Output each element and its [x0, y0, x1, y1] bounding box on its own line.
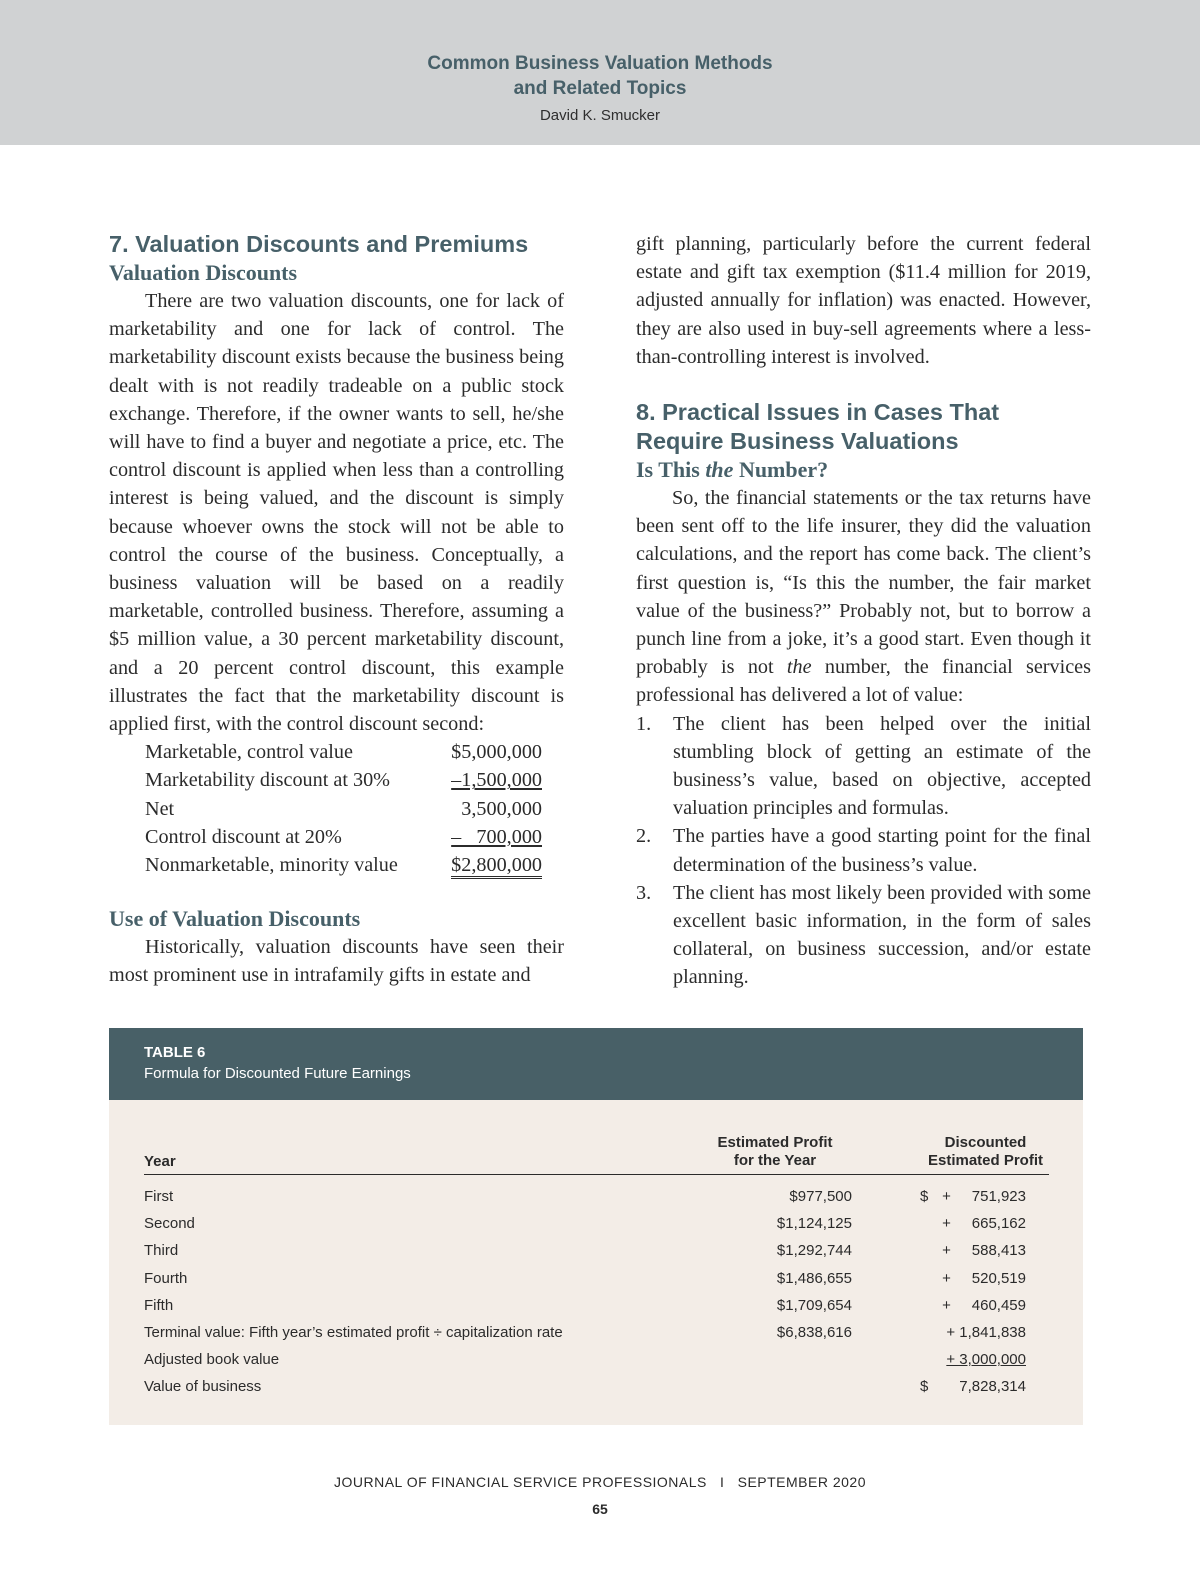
- calc-row: [145, 823, 542, 851]
- page-number: 65: [592, 1501, 608, 1517]
- calc-label: Control discount at 20%: [145, 825, 342, 848]
- value-list: [636, 710, 1091, 992]
- table6-number: TABLE 6: [144, 1044, 206, 1061]
- table6-header: [109, 1028, 1083, 1100]
- calc-row: [145, 738, 542, 766]
- valuation-discounts-paragraph: There are two valuation discounts, one for lack of marketability and one for lack of control. The marketability discount exists because the business being dealt with is not readily tradeable on a public stock exchange. Therefore, if the owner wants to sell, he/she will have to find a buyer and negotiate a price, etc. The control discount is applied when less than a controlling interest is being valued, and the discount is simply because whoever owns the stock will not be able to control the course of the business. Conceptually, a business valuation will be based on a readily marketable, controlled business. Therefore, assuming a $5 million value, a 30 percent marketability discount, and a 20 percent control discount, this example illustrates the fact that the marketability discount is applied first, with the control discount second:: [109, 290, 564, 736]
- right-column: [636, 230, 1091, 992]
- page-header: [0, 0, 1200, 145]
- calc-amount: $2,800,000: [451, 854, 542, 879]
- table-row: Fifth $1,709,654 + 460,459: [144, 1296, 1026, 1314]
- section8-heading-line1: 8. Practical Issues in Cases That: [636, 399, 1000, 426]
- calc-label: Net: [145, 797, 175, 820]
- left-column: [109, 230, 564, 990]
- header-title-line1: Common Business Valuation Methods: [427, 53, 773, 74]
- calc-label: Marketable, control value: [145, 741, 353, 764]
- table-row: Fourth $1,486,655 + 520,519: [144, 1269, 1026, 1287]
- table-body: [144, 1175, 1049, 1401]
- is-this-the-number-subheading: Is This the Number?: [636, 457, 829, 483]
- calc-row: [145, 795, 542, 823]
- list-item: 2. The parties have a good starting point for the final determination of the business’s value.: [636, 825, 1091, 876]
- calc-row: [145, 766, 542, 794]
- table-row: Value of business $ 7,828,314: [144, 1378, 1026, 1396]
- practical-issues-paragraph: So, the financial statements or the tax returns have been sent off to the life insurer, they did the valuation calculations, and the report has come back. The client’s first question is, “Is this the number, the fair market value of the business?” Probably not, but to borrow a punch line from a joke, it’s a good start. Even though it probably is not the number, the financial services professional has delivered a lot of value:: [636, 487, 1091, 707]
- col-header-profit: Estimated Profit for the Year: [717, 1134, 833, 1169]
- table-row: Adjusted book value + 3,000,000: [144, 1351, 1026, 1369]
- calc-amount: 3,500,000: [461, 797, 542, 820]
- table-row: Third $1,292,744 + 588,413: [144, 1242, 1026, 1260]
- section7-heading: 7. Valuation Discounts and Premiums: [109, 231, 529, 257]
- table6-title: Formula for Discounted Future Earnings: [144, 1065, 411, 1082]
- use-of-discounts-continued: gift planning, particularly before the current federal estate and gift tax exemption ($11.4 million for 2019, adjusted annually for inflation) was enacted. However, they are also used in buy-sell agreements where a less-than-controlling interest is involved.: [636, 233, 1091, 368]
- header-author: David K. Smucker: [539, 107, 661, 124]
- header-title-line2: and Related Topics: [513, 78, 687, 99]
- table6: [109, 1028, 1083, 1425]
- journal-footer: JOURNAL OF FINANCIAL SERVICE PROFESSIONALS I SEPTEMBER 2020: [333, 1474, 866, 1490]
- section8-heading-line2: Require Business Valuations: [636, 428, 959, 455]
- table-header-row: [144, 1130, 1049, 1175]
- calc-row: [145, 851, 542, 879]
- discount-calculation: [145, 738, 542, 879]
- col-header-discounted: Discounted Estimated Profit: [927, 1134, 1044, 1169]
- table-row: Second $1,124,125 + 665,162: [144, 1215, 1026, 1233]
- list-item: 3. The client has most likely been provided with some excellent basic information, in the form of sales collateral, on business succession, and/or estate planning.: [636, 881, 1091, 989]
- list-item: 1. The client has been helped over the initial stumbling block of getting an estimate of the business’s value, based on objective, accepted valuation principles and formulas.: [636, 712, 1091, 820]
- table6-grid: [144, 1130, 1049, 1401]
- use-of-discounts-paragraph: Historically, valuation discounts have seen their most prominent use in intrafamily gifts in estate and: [109, 936, 564, 987]
- use-of-discounts-subheading: Use of Valuation Discounts: [109, 906, 361, 932]
- table-row: Terminal value: Fifth year’s estimated profit ÷ capitalization rate $6,838,616 + 1,841,838: [144, 1323, 1026, 1341]
- calc-amount: –1,500,000: [451, 769, 542, 792]
- calc-amount: – 700,000: [451, 825, 542, 848]
- calc-amount: $5,000,000: [451, 741, 542, 764]
- calc-label: Nonmarketable, minority value: [145, 854, 398, 877]
- valuation-discounts-subheading: Valuation Discounts: [109, 260, 298, 285]
- calc-label: Marketability discount at 30%: [145, 769, 391, 792]
- col-header-year: Year: [144, 1153, 176, 1170]
- table-row: First $977,500 $ + 751,923: [144, 1188, 1026, 1205]
